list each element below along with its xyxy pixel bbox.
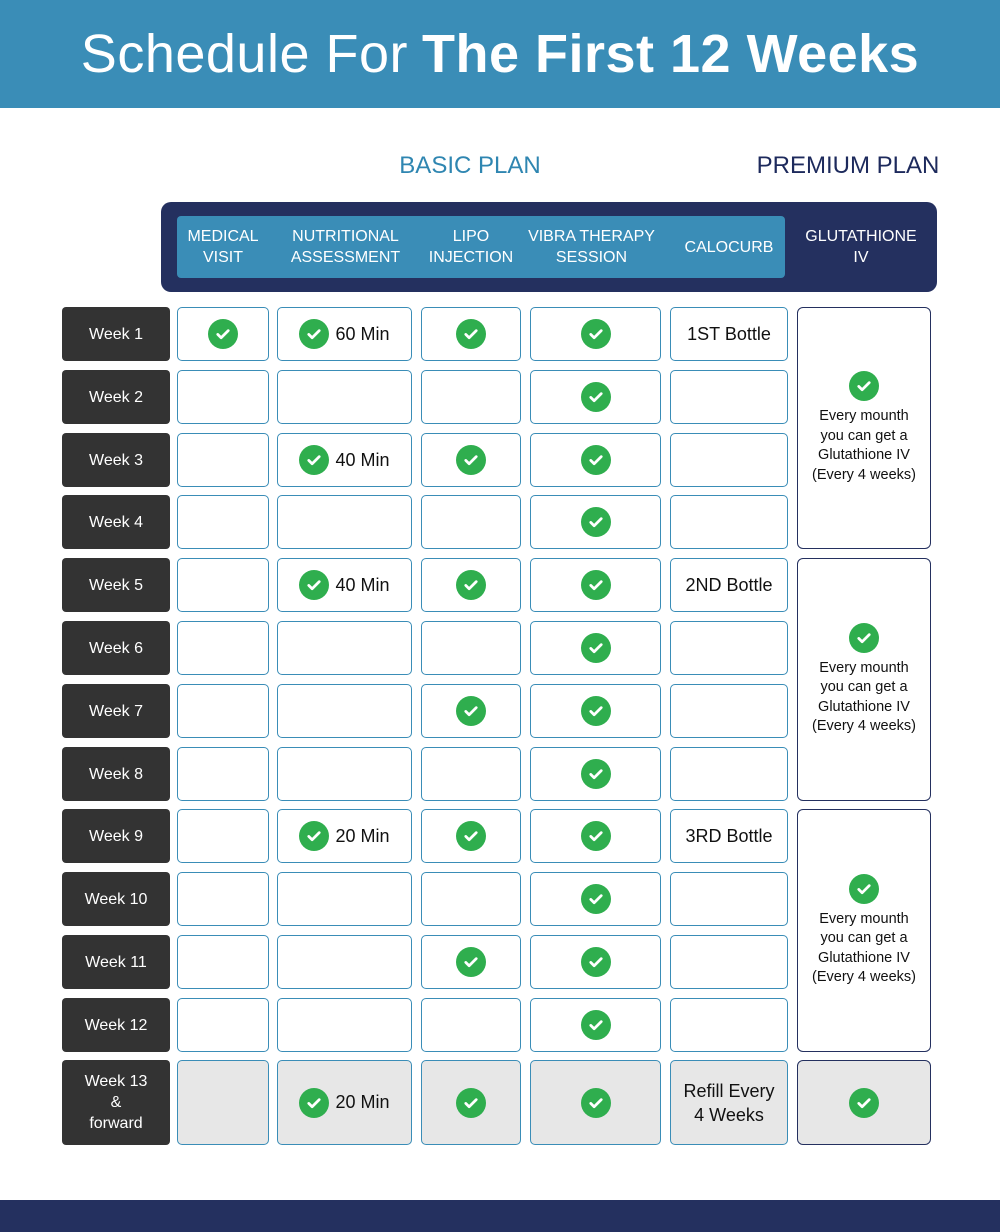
nutrition-cell (277, 998, 412, 1052)
vibra-cell (530, 370, 661, 424)
week-label (62, 747, 170, 801)
bottle-text: 2ND Bottle (685, 574, 773, 595)
glutathione-text-line: Glutathione IV (818, 949, 910, 966)
bottle-text: 1ST Bottle (687, 323, 771, 344)
check-icon (581, 445, 611, 475)
column-header-line: GLUTATHIONE (805, 228, 917, 245)
week-label (62, 809, 170, 863)
week-label (62, 684, 170, 738)
check-icon (299, 445, 329, 475)
vibra-cell (530, 433, 661, 487)
week-label-text: Week 10 (84, 890, 148, 908)
nutrition-cell (277, 684, 412, 738)
medical-cell (177, 621, 269, 675)
medical-cell (177, 747, 269, 801)
calocurb-cell-final (670, 1060, 788, 1145)
column-header-line: INJECTION (428, 249, 514, 266)
check-icon (581, 1010, 611, 1040)
column-header-line: SESSION (555, 249, 628, 266)
check-icon (581, 382, 611, 412)
week-13-label-line: forward (89, 1115, 143, 1132)
column-header-line: ASSESSMENT (290, 249, 401, 266)
medical-cell (177, 684, 269, 738)
vibra-cell-final (530, 1060, 661, 1145)
nutrition-cell (277, 872, 412, 926)
medical-cell (177, 370, 269, 424)
title-banner (0, 0, 1000, 108)
week-label-text: Week 7 (89, 702, 143, 720)
medical-cell (177, 495, 269, 549)
nutrition-cell (277, 433, 412, 487)
week-label-text: Week 4 (89, 513, 143, 531)
title-bold: The First 12 Weeks (421, 24, 920, 84)
medical-cell (177, 935, 269, 989)
duration-text: 40 Min (335, 449, 390, 470)
vibra-cell (530, 307, 661, 361)
column-header-line: VIBRA THERAPY (528, 228, 655, 245)
vibra-cell (530, 935, 661, 989)
check-icon (849, 874, 879, 904)
lipo-cell (421, 621, 521, 675)
lipo-cell (421, 998, 521, 1052)
lipo-cell (421, 495, 521, 549)
footer-bar (0, 1200, 1000, 1232)
glutathione-block (797, 558, 931, 801)
glutathione-cell-final (797, 1060, 931, 1145)
glutathione-block (797, 307, 931, 549)
glutathione-block (797, 809, 931, 1052)
medical-cell (177, 433, 269, 487)
check-icon (456, 821, 486, 851)
glutathione-text-line: Every mounth (819, 910, 909, 927)
calocurb-cell (670, 998, 788, 1052)
vibra-cell (530, 747, 661, 801)
lipo-cell (421, 872, 521, 926)
week-label-text: Week 6 (89, 639, 143, 657)
medical-cell-final (177, 1060, 269, 1145)
check-icon (849, 1088, 879, 1118)
vibra-cell (530, 684, 661, 738)
vibra-cell (530, 872, 661, 926)
column-header-line: MEDICAL (187, 228, 259, 245)
check-icon (581, 884, 611, 914)
lipo-cell (421, 747, 521, 801)
lipo-cell (421, 558, 521, 612)
nutrition-cell (277, 307, 412, 361)
medical-cell (177, 872, 269, 926)
glutathione-text-line: (Every 4 weeks) (812, 718, 916, 734)
nutrition-cell (277, 370, 412, 424)
calocurb-cell (670, 558, 788, 612)
week-label (62, 433, 170, 487)
week-13-label-line: Week 13 (84, 1073, 148, 1090)
vibra-cell (530, 998, 661, 1052)
week-label (62, 872, 170, 926)
nutrition-cell (277, 935, 412, 989)
nutrition-cell (277, 558, 412, 612)
lipo-cell (421, 433, 521, 487)
nutrition-cell (277, 809, 412, 863)
basic-plan-label: BASIC PLAN (399, 152, 541, 179)
column-header-3 (421, 216, 521, 278)
medical-cell (177, 558, 269, 612)
column-header-line: IV (853, 249, 869, 266)
glutathione-text-line: Glutathione IV (818, 698, 910, 715)
week-label (62, 935, 170, 989)
check-icon (456, 1088, 486, 1118)
glutathione-text-line: you can get a (820, 427, 908, 444)
column-header-2 (277, 216, 414, 278)
column-header-1 (177, 216, 269, 278)
refill-text-line: Refill Every (683, 1080, 775, 1101)
check-icon (849, 623, 879, 653)
lipo-cell (421, 370, 521, 424)
check-icon (456, 445, 486, 475)
check-icon (581, 570, 611, 600)
check-icon (581, 507, 611, 537)
week-label-text: Week 12 (84, 1016, 148, 1034)
lipo-cell (421, 684, 521, 738)
column-header-6 (792, 216, 930, 278)
column-header-5 (670, 216, 788, 278)
medical-cell (177, 998, 269, 1052)
check-icon (456, 570, 486, 600)
glutathione-text-line: Glutathione IV (818, 447, 910, 463)
calocurb-cell (670, 809, 788, 863)
check-icon (849, 371, 879, 401)
week-label (62, 558, 170, 612)
week-label-text: Week 2 (89, 388, 143, 406)
check-icon (299, 1088, 329, 1118)
calocurb-cell (670, 433, 788, 487)
glutathione-text-line: Every mounth (819, 408, 909, 424)
check-icon (581, 821, 611, 851)
check-icon (456, 696, 486, 726)
duration-text: 20 Min (335, 825, 390, 846)
column-header-line: CALOCURB (684, 238, 774, 256)
check-icon (581, 1088, 611, 1118)
medical-cell (177, 809, 269, 863)
nutrition-cell (277, 621, 412, 675)
nutrition-cell (277, 747, 412, 801)
medical-cell (177, 307, 269, 361)
week-label-text: Week 9 (89, 827, 143, 845)
calocurb-cell (670, 307, 788, 361)
week-13-forward-label (62, 1060, 170, 1145)
calocurb-cell (670, 684, 788, 738)
check-icon (299, 319, 329, 349)
calocurb-cell (670, 621, 788, 675)
refill-text-line: 4 Weeks (694, 1104, 764, 1125)
calocurb-cell (670, 495, 788, 549)
check-icon (581, 759, 611, 789)
vibra-cell (530, 621, 661, 675)
column-header-line: VISIT (202, 249, 243, 266)
duration-text: 20 Min (335, 1092, 390, 1112)
week-label-text: Week 1 (89, 325, 143, 343)
week-label (62, 998, 170, 1052)
glutathione-text-line: (Every 4 weeks) (812, 969, 916, 985)
duration-text: 60 Min (335, 323, 390, 344)
week-label (62, 307, 170, 361)
nutrition-cell (277, 495, 412, 549)
week-label-text: Week 5 (89, 576, 143, 594)
title-light: Schedule For (80, 24, 408, 84)
week-label (62, 495, 170, 549)
premium-plan-label: PREMIUM PLAN (756, 152, 940, 179)
lipo-cell (421, 935, 521, 989)
lipo-cell (421, 307, 521, 361)
duration-text: 40 Min (335, 574, 390, 595)
glutathione-text-line: Every mounth (819, 659, 909, 676)
check-icon (299, 821, 329, 851)
glutathione-text-line: you can get a (820, 930, 908, 946)
check-icon (581, 696, 611, 726)
week-13-label-line: & (110, 1094, 122, 1111)
bottle-text: 3RD Bottle (685, 825, 773, 846)
check-icon (299, 570, 329, 600)
vibra-cell (530, 558, 661, 612)
calocurb-cell (670, 872, 788, 926)
lipo-cell (421, 809, 521, 863)
week-label-text: Week 8 (89, 765, 143, 783)
check-icon (456, 947, 486, 977)
check-icon (581, 633, 611, 663)
nutrition-cell-final (277, 1060, 412, 1145)
column-header-4 (522, 216, 661, 278)
column-header-line: LIPO (452, 228, 490, 245)
vibra-cell (530, 495, 661, 549)
check-icon (581, 319, 611, 349)
vibra-cell (530, 809, 661, 863)
calocurb-cell (670, 935, 788, 989)
check-icon (456, 319, 486, 349)
column-header-line: NUTRITIONAL (292, 228, 399, 245)
glutathione-text-line: you can get a (820, 679, 908, 695)
check-icon (581, 947, 611, 977)
calocurb-cell (670, 747, 788, 801)
calocurb-cell (670, 370, 788, 424)
week-label (62, 621, 170, 675)
lipo-cell-final (421, 1060, 521, 1145)
week-label (62, 370, 170, 424)
glutathione-text-line: (Every 4 weeks) (812, 466, 916, 483)
week-label-text: Week 11 (85, 953, 147, 971)
week-label-text: Week 3 (89, 451, 143, 469)
check-icon (208, 319, 238, 349)
